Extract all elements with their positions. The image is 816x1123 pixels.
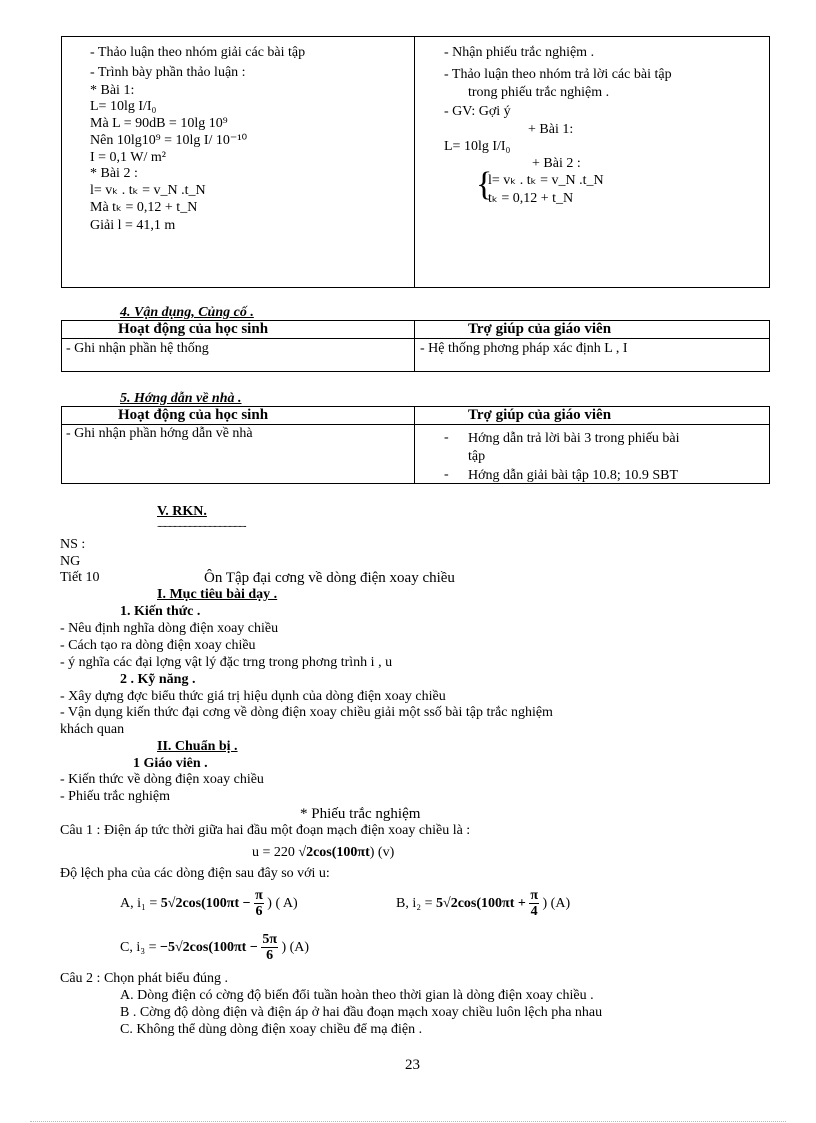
question-2: Câu 2 : Chọn phát biểu đúng . [60, 971, 228, 986]
option-c: C. Không thể dùng dòng điện xoay chiều để mạ điện . [120, 1022, 423, 1037]
fraction-num: π [530, 888, 539, 903]
list-item: L= 10lg I/I₀ [90, 99, 157, 114]
equation-u [252, 846, 394, 861]
fraction-den: 6 [255, 904, 263, 920]
list-item: - ý nghĩa các đại lợng vật lý đặc trng trong phơng trình i , u [60, 655, 393, 670]
list-item: - Phiếu trắc nghiệm [60, 789, 171, 804]
list-item: I = 0,1 W/ m² [90, 150, 166, 165]
list-item: - Nêu định nghĩa dòng điện xoay chiều [60, 621, 279, 636]
section-preparation: II. Chuẩn bị . [157, 739, 238, 754]
answer-label: B, i₂ = [396, 896, 433, 912]
answer-a [120, 888, 298, 920]
list-item: - Thảo luận theo nhóm trả lời các bài tập [444, 67, 672, 82]
list-item: - Trình bày phần thảo luận : [90, 65, 246, 80]
list-item: l= vₖ . tₖ = v_N .t_N [90, 183, 206, 198]
list-item: - Nhận phiếu trắc nghiệm . [444, 45, 595, 60]
col2-header: Trợ giúp của giáo viên [468, 321, 612, 337]
fraction-den: 4 [530, 904, 538, 920]
list-item: l= vₖ . tₖ = v_N .t_N [488, 173, 604, 188]
option-b: B . Cờng độ dòng điện và điện áp ở hai đầu đoạn mạch xoay chiều luôn lệch pha nhau [120, 1005, 603, 1020]
list-item: khách quan [60, 722, 125, 737]
list-item: Hớng dẫn giải bài tập 10.8; 10.9 SBT [468, 468, 678, 483]
table-divider [414, 320, 415, 372]
section5-title: 5. Hớng dẫn về nhà . [120, 391, 242, 406]
list-bullet: - [444, 430, 449, 445]
fraction [529, 888, 539, 920]
answer-math: 5√2cos(100πt − [160, 896, 251, 912]
list-item: Mà L = 90dB = 10lg 10⁹ [90, 116, 228, 131]
eq-prefix: u = 220 [252, 845, 295, 860]
answer-label: A, i₁ = [120, 896, 158, 912]
fraction-den: 6 [266, 948, 274, 964]
section-teacher: 1 Giáo viên . [133, 756, 208, 771]
question-1-sub: Độ lệch pha của các dòng điện sau đây so với u: [60, 866, 330, 881]
list-item: + Bài 1: [528, 122, 574, 137]
table-cell: - Ghi nhận phần hớng dẫn về nhà [66, 426, 253, 441]
col1-header: Hoạt động của học sinh [118, 321, 269, 337]
section4-title: 4. Vận dụng, Củng cố . [120, 305, 254, 320]
list-item: trong phiếu trắc nghiệm . [468, 85, 610, 100]
lesson-title: Ôn Tập đại cơng về dòng điện xoay chiều [204, 570, 455, 586]
list-item: - Vận dụng kiến thức đại cơng về dòng điện xoay chiều giải một ssố bài tập trắc nghiệm [60, 705, 553, 720]
answer-label: C, i₃ = [120, 940, 157, 956]
option-a: A. Dòng điện có cờng độ biến đổi tuần hoàn theo thời gian là dòng điện xoay chiều . [120, 988, 594, 1003]
section-objectives: I. Mục tiêu bài dạy . [157, 587, 278, 602]
list-item: Giải l = 41,1 m [90, 218, 176, 233]
col2-header: Trợ giúp của giáo viên [468, 407, 612, 423]
page-footer-rule [30, 1121, 786, 1122]
list-item: Hớng dẫn trả lời bài 3 trong phiếu bài [468, 431, 680, 446]
list-item: - GV: Gợi ý [444, 104, 511, 119]
answer-math: −5√2cos(100πt − [160, 940, 258, 956]
fraction-num: π [255, 888, 263, 903]
question-1: Câu 1 : Điện áp tức thời giữa hai đầu một đoạn mạch điện xoay chiều là : [60, 823, 471, 838]
quiz-title: * Phiếu trắc nghiệm [300, 806, 421, 822]
table-cell: - Hệ thống phơng pháp xác định L , I [420, 341, 628, 356]
tiet-label: Tiết 10 [60, 570, 100, 585]
list-item: * Bài 2 : [90, 166, 138, 181]
ns-label: NS : [60, 537, 86, 552]
table-cell: - Ghi nhận phần hệ thống [66, 341, 209, 356]
page-number: 23 [405, 1057, 420, 1073]
answer-unit: ) (A) [281, 940, 310, 956]
answer-math: 5√2cos(100πt + [436, 896, 526, 912]
table-header-divider [61, 338, 770, 339]
eq-suffix: ) (v) [369, 845, 395, 860]
fraction-num: 5π [262, 932, 277, 947]
table-divider [414, 36, 415, 288]
list-item: tₖ = 0,12 + t_N [488, 191, 574, 206]
rkn-dots: ....................................................................... [157, 519, 246, 529]
rkn-title: V. RKN. [157, 504, 207, 519]
eq-math: √2cos(100πt [298, 845, 370, 860]
section-knowledge: 1. Kiến thức . [120, 604, 201, 619]
list-item: Mà tₖ = 0,12 + t_N [90, 200, 198, 215]
answer-unit: ) (A) [542, 896, 571, 912]
answer-unit: ) ( A) [267, 896, 298, 912]
list-item: - Thảo luận theo nhóm giải các bài tập [90, 45, 306, 60]
table-divider [414, 406, 415, 484]
list-item: - Kiến thức về dòng điện xoay chiều [60, 772, 264, 787]
ng-label: NG [60, 554, 81, 569]
list-item: - Cách tạo ra dòng điện xoay chiều [60, 638, 256, 653]
list-item: L= 10lg I/I₀ [444, 139, 511, 154]
list-item: + Bài 2 : [532, 156, 581, 171]
col1-header: Hoạt động của học sinh [118, 407, 269, 423]
section-skills: 2 . Kỹ năng . [120, 672, 196, 687]
table-header-divider [61, 424, 770, 425]
answer-c [120, 932, 309, 964]
list-item: Nên 10lg10⁹ = 10lg I/ 10⁻¹⁰ [90, 133, 248, 148]
fraction [254, 888, 264, 920]
list-item: * Bài 1: [90, 83, 135, 98]
list-bullet: - [444, 467, 449, 482]
list-item: tập [468, 449, 486, 464]
list-item: - Xây dựng đợc biểu thức giá trị hiệu dụnh của dòng điện xoay chiều [60, 689, 446, 704]
answer-b [396, 888, 570, 920]
brace-icon: { [476, 166, 493, 203]
fraction [261, 932, 278, 964]
